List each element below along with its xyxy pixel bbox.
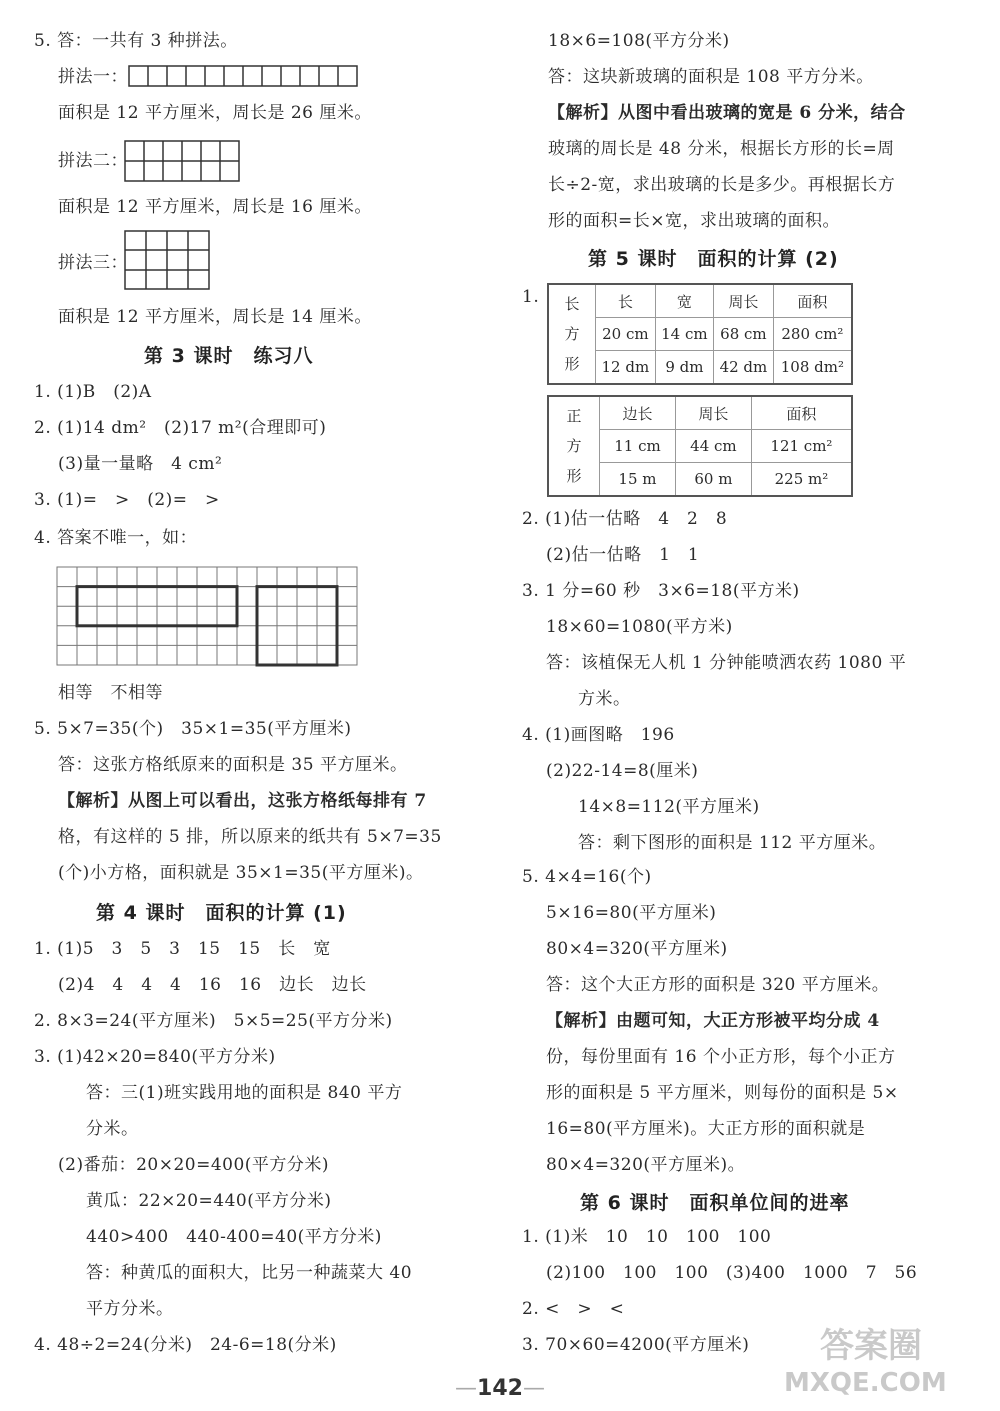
section-heading: 第 4 课时 面积的计算 (1) [96, 902, 347, 924]
answer-line: 面积是 12 平方厘米，周长是 14 厘米。 [58, 307, 372, 327]
answer-line: 黄瓜：22×20=440(平方分米) [86, 1191, 332, 1211]
answer-line: 1. (1)B (2)A [34, 382, 152, 402]
table-header: 面积 [751, 396, 852, 430]
analysis-line: 格，有这样的 5 排，所以原来的纸共有 5×7=35 [58, 827, 442, 847]
analysis-line: 【解析】由题可知，大正方形被平均分成 4 [546, 1011, 880, 1031]
section-heading: 第 3 课时 练习八 [144, 345, 314, 367]
answer-line: 拼法二： [58, 151, 128, 171]
answer-line: 答：这块新玻璃的面积是 108 平方分米。 [548, 67, 874, 87]
answer-line: 5×16=80(平方厘米) [546, 903, 717, 923]
watermark-logo: 答案圈 [820, 1326, 922, 1366]
table-cell: 12 dm [596, 351, 656, 385]
answer-line: 5. 4×4=16(个) [522, 867, 652, 887]
answer-line: 拼法三： [58, 253, 128, 273]
table-header: 宽 [655, 284, 713, 318]
answer-line: 440>400 440-400=40(平方分米) [86, 1227, 382, 1247]
grid-drawing [56, 566, 360, 668]
answer-line: 4. 答案不唯一，如： [34, 528, 198, 548]
answer-line: 答：剩下图形的面积是 112 平方厘米。 [578, 833, 887, 853]
table-header: 面积 [773, 284, 852, 318]
analysis-line: 形的面积是 5 平方厘米，则每份的面积是 5× [546, 1083, 899, 1103]
answer-line: 3. 1 分=60 秒 3×6=18(平方米) [522, 581, 800, 601]
table-side-label: 正 方 形 [548, 396, 600, 496]
answer-line: 18×60=1080(平方米) [546, 617, 733, 637]
answer-line: 2. (1)估一估略 4 2 8 [522, 509, 728, 529]
answer-line: 平方分米。 [86, 1299, 174, 1319]
answer-line: (2)估一估略 1 1 [546, 545, 700, 565]
analysis-line: (个)小方格，面积就是 35×1=35(平方厘米)。 [58, 863, 424, 883]
answer-line: 面积是 12 平方厘米，周长是 26 厘米。 [58, 103, 372, 123]
page-number: —142— [455, 1376, 545, 1401]
answer-line: 1. (1)5 3 5 3 15 15 长 宽 [34, 939, 331, 959]
table-header: 长 [596, 284, 656, 318]
section-heading: 第 6 课时 面积单位间的进率 [580, 1192, 850, 1214]
answer-line: 2. (1)14 dm² (2)17 m²(合理即可) [34, 418, 327, 438]
answer-line: 3. (1)42×20=840(平方分米) [34, 1047, 276, 1067]
answer-line: 答：该植保无人机 1 分钟能喷洒农药 1080 平 [546, 653, 907, 673]
table-cell: 225 m² [751, 463, 852, 497]
answer-line: 4. (1)画图略 196 [522, 725, 675, 745]
analysis-line: 80×4=320(平方厘米)。 [546, 1155, 746, 1175]
analysis-line: 【解析】从图中看出玻璃的宽是 6 分米，结合 [548, 103, 906, 123]
answer-line: (3)量一量略 4 cm² [58, 454, 223, 474]
tiling-diagram-2 [124, 140, 244, 186]
answer-line: 答：这个大正方形的面积是 320 平方厘米。 [546, 975, 890, 995]
analysis-line: 玻璃的周长是 48 分米，根据长方形的长=周 [548, 139, 895, 159]
answer-line: 3. 70×60=4200(平方厘米) [522, 1335, 750, 1355]
rectangle-table [547, 283, 853, 385]
table-header: 周长 [675, 396, 751, 430]
table-header: 周长 [714, 284, 774, 318]
answer-line: 1. (1)米 10 10 100 100 [522, 1227, 772, 1247]
analysis-line: 长÷2-宽，求出玻璃的长是多少。再根据长方 [548, 175, 896, 195]
answer-line: 方米。 [578, 689, 631, 709]
answer-line: 5. 答：一共有 3 种拼法。 [34, 31, 238, 51]
tiling-diagram-3 [124, 230, 216, 294]
table-cell: 60 m [675, 463, 751, 497]
answer-line: 相等 不相等 [58, 683, 163, 703]
answer-line: 1. [522, 287, 540, 307]
table-cell: 11 cm [600, 430, 676, 463]
answer-line: 5. 5×7=35(个) 35×1=35(平方厘米) [34, 719, 352, 739]
analysis-line: 16=80(平方厘米)。大正方形的面积就是 [546, 1119, 866, 1139]
answer-line: 面积是 12 平方厘米，周长是 16 厘米。 [58, 197, 372, 217]
tiling-diagram-1 [128, 62, 364, 92]
answer-line: (2)4 4 4 4 16 16 边长 边长 [58, 975, 367, 995]
table-cell: 20 cm [596, 318, 656, 351]
section-heading: 第 5 课时 面积的计算 (2) [588, 248, 839, 270]
analysis-line: 份，每份里面有 16 个小正方形，每个小正方 [546, 1047, 896, 1067]
table-cell: 121 cm² [751, 430, 852, 463]
table-cell: 280 cm² [773, 318, 852, 351]
analysis-line: 【解析】从图上可以看出，这张方格纸每排有 7 [58, 791, 427, 811]
answer-line: 14×8=112(平方厘米) [578, 797, 760, 817]
table-cell: 44 cm [675, 430, 751, 463]
answer-line: 2. < > < [522, 1299, 625, 1319]
table-cell: 42 dm [714, 351, 774, 385]
answer-line: (2)100 100 100 (3)400 1000 7 56 [546, 1263, 918, 1283]
answer-line: 18×6=108(平方分米) [548, 31, 730, 51]
table-cell: 15 m [600, 463, 676, 497]
table-cell: 108 dm² [773, 351, 852, 385]
table-cell: 14 cm [655, 318, 713, 351]
table-cell: 68 cm [714, 318, 774, 351]
answer-line: 分米。 [86, 1119, 139, 1139]
answer-line: 4. 48÷2=24(分米) 24-6=18(分米) [34, 1335, 337, 1355]
answer-line: (2)番茄：20×20=400(平方分米) [58, 1155, 330, 1175]
answer-line: 答：三(1)班实践用地的面积是 840 平方 [86, 1083, 403, 1103]
table-side-label: 长 方 形 [548, 284, 596, 384]
square-table [547, 395, 853, 497]
answer-line: 答：这张方格纸原来的面积是 35 平方厘米。 [58, 755, 408, 775]
answer-line: 3. (1)= > (2)= > [34, 490, 220, 510]
answer-line: (2)22-14=8(厘米) [546, 761, 699, 781]
answer-line: 拼法一： [58, 67, 128, 87]
analysis-line: 形的面积=长×宽，求出玻璃的面积。 [548, 211, 840, 231]
watermark-url: MXQE.COM [784, 1368, 947, 1398]
table-header: 边长 [600, 396, 676, 430]
answer-line: 2. 8×3=24(平方厘米) 5×5=25(平方分米) [34, 1011, 393, 1031]
table-cell: 9 dm [655, 351, 713, 385]
answer-line: 80×4=320(平方厘米) [546, 939, 728, 959]
answer-line: 答：种黄瓜的面积大，比另一种蔬菜大 40 [86, 1263, 413, 1283]
